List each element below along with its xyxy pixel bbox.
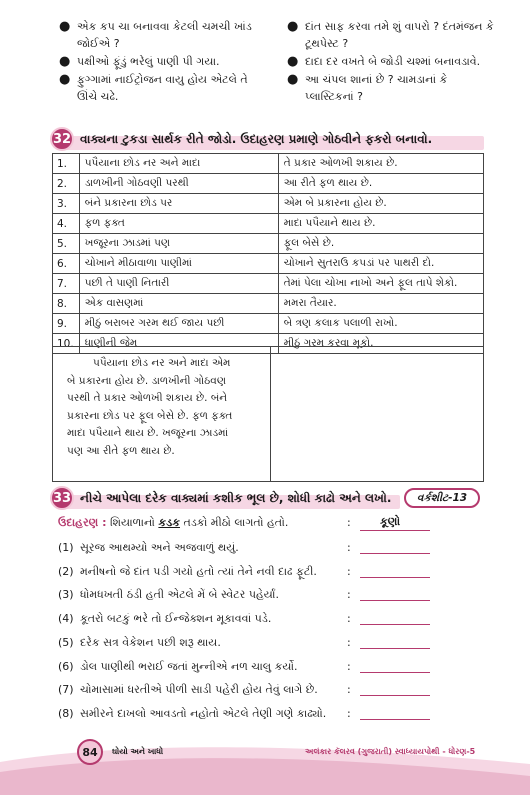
fragment-left: ડાળખીની ગોઠવણી પરથી xyxy=(79,174,278,194)
fragment-left: ધાણીની જેમ xyxy=(79,334,278,354)
row-number: 10. xyxy=(53,334,80,354)
colon: : xyxy=(347,683,351,697)
question-text: કૂતરો બટકું ભરે તો ઈન્જેક્શન મૂકાવવાં પડે. xyxy=(80,612,272,626)
question-text: સમીરને દાખલો આવડતો નહોતો એટલે તેણી ગણે કાઢ્યો. xyxy=(80,706,327,720)
top-bullets xyxy=(55,18,495,106)
row-number: 7. xyxy=(53,274,80,294)
table-row xyxy=(53,274,484,294)
question-item xyxy=(58,565,317,579)
table-row xyxy=(53,314,484,334)
matching-table xyxy=(52,153,484,354)
section-32-header xyxy=(50,128,484,150)
question-item xyxy=(58,612,271,626)
question-text: ડોલ પાણીથી ભરાઈ જતાં મુન્નીએ નળ ચાલુ કર્યો. xyxy=(80,659,298,673)
fragment-right: તેમાં પેલા ચોખા નાખો અને ફૂલ તાપે શેકો. xyxy=(278,274,483,294)
table-row xyxy=(53,214,484,234)
question-item xyxy=(58,707,326,721)
question-text: ધોમધખતી ઠંડી હતી એટલે મેં બે સ્વેટર પહેર્યાં. xyxy=(80,588,279,602)
question-number: (4) xyxy=(58,612,74,626)
answer-blank[interactable] xyxy=(360,553,430,554)
paragraph-text: પપૈયાના છોડ નર અને માદા એમ બે પ્રકારના હોય છે. ડાળખીની ગોઠવણ પરથી તે પ્રકાર ઓળખી શકાય છે. બંને પ્રકારના છોડ પર ફૂલ બેસે છે. ફળ ફક્ત માદા પપૈયાને થાય છે. ખજૂરના ઝાડમાં પણ આ રીતે ફળ થાય છે. xyxy=(53,347,271,481)
row-number: 6. xyxy=(53,254,80,274)
bullet-item: ● એક કપ ચા બનાવવા કેટલી ચમચી ખાંડ જોઈએ ? xyxy=(59,19,252,50)
bullet-dot-icon: ● xyxy=(59,72,71,87)
question-text: મનીષનો જે દાંત પડી ગયો હતો ત્યાં તેને નવી દાઢ ફૂટી. xyxy=(80,564,317,578)
worksheet-tag: વર્કશીટ-13 xyxy=(404,488,480,508)
section-number: 32 xyxy=(50,127,74,151)
colon: : xyxy=(347,612,351,626)
fragment-right: આ રીતે ફળ થાય છે. xyxy=(278,174,483,194)
bullet-item: ● ફુગ્ગામાં નાઈટ્રોજન વાયુ હોય એટલે તે ઊંચે ચઢે. xyxy=(59,72,248,103)
fragment-right: ચોખાને સુતરાઉ કપડાં પર પાથરી દો. xyxy=(278,254,483,274)
colon: : xyxy=(347,541,351,554)
colon: : xyxy=(347,588,351,602)
row-number: 3. xyxy=(53,194,80,214)
question-item xyxy=(58,588,279,602)
table-row xyxy=(53,174,484,194)
fragment-left: ફળ ફક્ત xyxy=(79,214,278,234)
table-row xyxy=(53,234,484,254)
answer-blank[interactable] xyxy=(360,648,430,649)
bullet-item: ● દાદા દર વખતે બે જોડી ચશ્માં બનાવડાવે. xyxy=(287,54,481,69)
table-row xyxy=(53,154,484,174)
table-row xyxy=(53,194,484,214)
answer-blank[interactable] xyxy=(360,600,430,601)
section-number: 33 xyxy=(50,486,74,510)
section-33-header xyxy=(50,487,400,509)
page-number: 84 xyxy=(77,739,103,765)
fragment-right: બે ત્રણ કલાક પલાળી રાખો. xyxy=(278,314,483,334)
question-number: (5) xyxy=(58,635,74,649)
colon: : xyxy=(347,659,351,673)
answer-line xyxy=(360,530,430,531)
answer-blank[interactable] xyxy=(360,672,430,673)
row-number: 2. xyxy=(53,174,80,194)
table-row xyxy=(53,294,484,314)
bullets-right-column xyxy=(275,18,495,106)
fragment-left: ખજૂરના ઝાડમાં પણ xyxy=(79,234,278,254)
row-number: 5. xyxy=(53,234,80,254)
row-number: 4. xyxy=(53,214,80,234)
example-answer: કૂણો xyxy=(380,515,401,528)
question-item xyxy=(58,660,298,674)
fragment-left: એક વાસણમાં xyxy=(79,294,278,314)
bullet-dot-icon: ● xyxy=(59,19,71,34)
question-number: (8) xyxy=(58,706,74,720)
colon: : xyxy=(347,635,351,649)
question-item xyxy=(58,636,221,650)
bullet-dot-icon: ● xyxy=(59,54,71,69)
bullet-dot-icon: ● xyxy=(287,19,299,34)
colon: : xyxy=(347,564,351,578)
fragment-right: તે પ્રકાર ઓળખી શકાય છે. xyxy=(278,154,483,174)
bullet-item: ● પક્ષીઓ ફૂંડું ભરેલું પાણી પી ગયા. xyxy=(59,54,220,69)
answer-blank[interactable] xyxy=(360,624,430,625)
question-number: (2) xyxy=(58,564,74,578)
fragment-left: મીઠું બરાબર ગરમ થઈ જાય પછી xyxy=(79,314,278,334)
section-title: નીચે આપેલા દરેક વાક્યમાં કશીક ભૂલ છે, શોધી કાઢો અને લખો. xyxy=(80,490,392,505)
example-underlined-word: કડક xyxy=(158,516,180,529)
question-number: (1) xyxy=(58,541,74,554)
fragment-right: ફૂલ બેસે છે. xyxy=(278,234,483,254)
bullet-dot-icon: ● xyxy=(287,54,299,69)
bullet-dot-icon: ● xyxy=(287,72,299,87)
row-number: 1. xyxy=(53,154,80,174)
bullet-item: ● દાંત સાફ કરવા તમે શું વાપરો ? દંતમંજન કે ટૂથપેસ્ટ ? xyxy=(287,19,494,50)
row-number: 8. xyxy=(53,294,80,314)
fragment-left: પપૈયાના છોડ નર અને માદા xyxy=(79,154,278,174)
question-text: ચોમાસામાં ધરતીએ પીળી સાડી પહેરી હોય તેવું લાગે છે. xyxy=(80,683,318,697)
table-row xyxy=(53,254,484,274)
bullets-left-column xyxy=(55,18,275,106)
bullet-item: ● આ ચંપલ શાનાં છે ? ચામડાનાં કે પ્લાસ્ટિકનાં ? xyxy=(287,72,448,103)
answer-blank[interactable] xyxy=(360,719,430,720)
question-number: (3) xyxy=(58,588,74,602)
question-number: (6) xyxy=(58,659,74,673)
footer-chapter: ઘોયો અને ખાધો xyxy=(112,747,164,756)
paragraph-blank-area[interactable] xyxy=(271,347,483,481)
example-sentence: ઉદાહરણ : શિયાળાનો કડક તડકો મીઠો લાગતો હતો. xyxy=(58,516,289,529)
fragment-left: બંને પ્રકારના છોડ પર xyxy=(79,194,278,214)
fragment-right: મીઠું ગરમ કરવા મૂકો. xyxy=(278,334,483,354)
footer-book-title: અલંકાર કૅલરવ (ગુજરાતી) સ્વાધ્યાયપોથી - ધોરણ-5 xyxy=(305,747,476,756)
fragment-left: પછી તે પાણી નિતારી xyxy=(79,274,278,294)
section-title: વાક્યના ટુકડા સાર્થક રીતે જોડો. ઉદાહરણ પ્રમાણે ગોઠવીને ફકરો બનાવો. xyxy=(80,131,433,146)
fragment-right: મમરા તૈયાર. xyxy=(278,294,483,314)
fragment-right: એમ બે પ્રકારના હોય છે. xyxy=(278,194,483,214)
example-label: ઉદાહરણ : xyxy=(58,516,107,529)
question-item xyxy=(58,683,318,697)
fragment-right: માદા પપૈયાને થાય છે. xyxy=(278,214,483,234)
question-number: (7) xyxy=(58,683,74,697)
colon: : xyxy=(347,706,351,720)
question-item xyxy=(58,541,239,555)
question-text: સૂરજ આથમ્યો અને અજવાળું થયું. xyxy=(80,541,239,554)
row-number: 9. xyxy=(53,314,80,334)
fragment-left: ચોખાને મીઠાવાળા પાણીમાં xyxy=(79,254,278,274)
answer-blank[interactable] xyxy=(360,695,430,696)
colon: : xyxy=(347,516,351,529)
answer-blank[interactable] xyxy=(360,577,430,578)
paragraph-answer-box xyxy=(52,346,484,482)
question-text: દરેક સત્ર વેકેશન પછી શરૂ થાય. xyxy=(80,635,221,649)
